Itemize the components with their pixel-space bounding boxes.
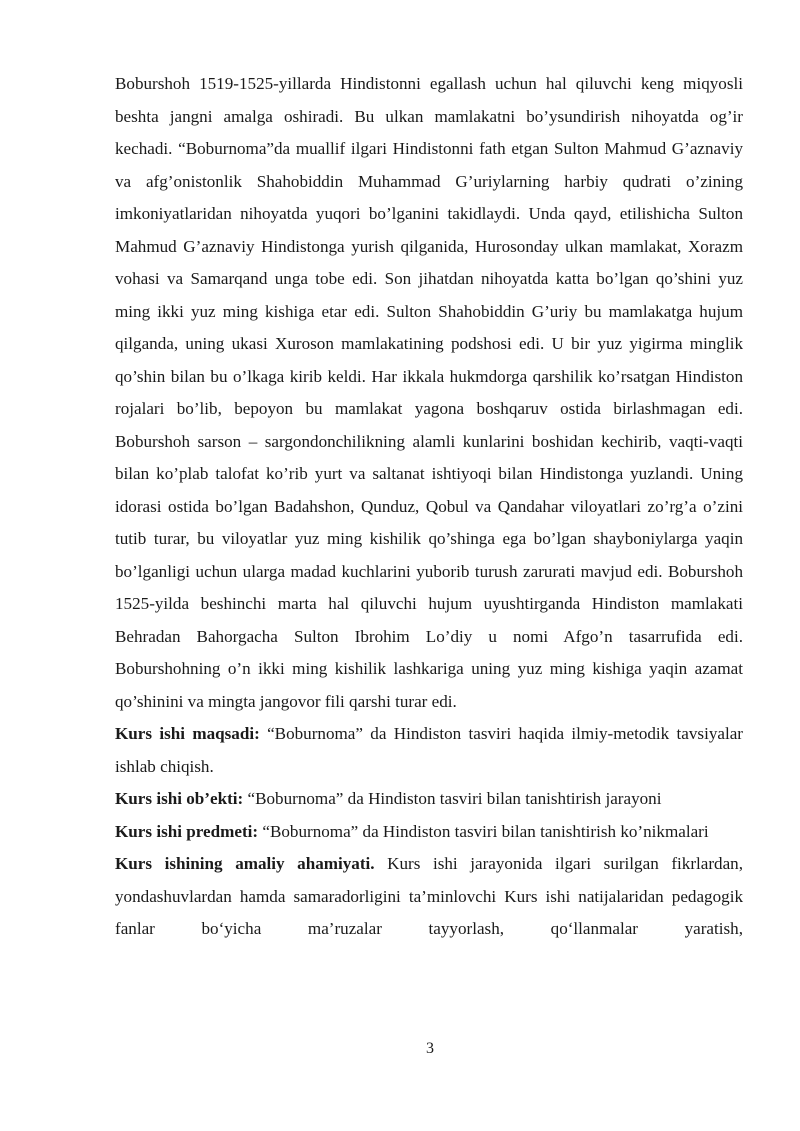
significance-label: Kurs ishining amaliy ahamiyati. (115, 854, 375, 873)
object-paragraph (115, 783, 743, 816)
object-text: “Boburnoma” da Hindiston tasviri bilan tanishtirish jarayoni (243, 789, 662, 808)
subject-label: Kurs ishi predmeti: (115, 821, 259, 841)
significance-paragraph (115, 848, 743, 946)
body-paragraph: Boburshoh 1519-1525-yillarda Hindistonni egallash uchun hal qiluvchi keng miqyosli beshta jangni amalga oshiradi. Bu ulkan mamlakatni bo’ysundirish nihoyatda og’ir kechadi. “Boburnoma”da muallif ilgari Hindistonni fath etgan Sulton Mahmud G’aznaviy va afg’onistonlik Shahobiddin Muhammad G’uriylarning harbiy qudrati o’zining imkoniyatlaridan nihoyatda yuqori bo’lganini takidlaydi. Unda qayd, etilishicha Sulton Mahmud G’aznaviy Hindistonga yurish qilganida, Hurosonday ulkan mamlakat, Xorazm vohasi va Samarqand unga tobe edi. Son jihatdan nihoyatda katta bo’lgan qo’shini yuz ming ikki yuz ming kishiga etar edi. Sulton Shahobiddin G’uriy bu mamlakatga hujum qilganda, uning ukasi Xuroson mamlakatining podshosi edi. U bir yuz yigirma minglik qo’shin bilan bu o’lkaga kirib keldi. Har ikkala hukmdorga qarshilik ko’rsatgan Hindiston rojalari bo’lib, bepoyon bu mamlakat yagona boshqaruv ostida birlashmagan edi. Boburshoh sarson – sargondonchilikning alamli kunlarini boshidan kechirib, vaqti-vaqti bilan ko’plab talofat ko’rib yurt va saltanat ishtiyoqi bilan Hindistonga yuzlandi. Uning idorasi ostida bo’lgan Badahshon, Qunduz, Qobul va Qandahar viloyatlari zo’rg’a o’zini tutib turar, bu viloyatlar yuz ming kishilik qo’shinga ega bo’lgan shayboniylarga yaqin bo’lganligi uchun ularga madad kuchlarini yuborib turush zarurati mavjud edi. Boburshoh 1525-yilda beshinchi marta hal qiluvchi hujum uyushtirganda Hindiston mamlakati Behradan Bahorgacha Sulton Ibrohim Lo’diy u nomi Afgo’n tasarrufida edi. Boburshohning o’n ikki ming kishilik lashkariga uning yuz ming kishiga yaqin azamat qo’shinini va mingta jangovor fili qarshi turar edi. (115, 74, 743, 711)
document-page (115, 68, 743, 946)
significance-text: Kurs ishi jarayonida ilgari surilgan fikrlardan, yondashuvlardan hamda samaradorligini ta’minlovchi Kurs ishi natijalaridan pedagogik fanlar bo‘yicha ma’ruzalar tayyorlash, qo‘llanmalar yaratish, (115, 854, 743, 938)
purpose-paragraph (115, 718, 743, 783)
purpose-label: Kurs ishi maqsadi: (115, 724, 260, 743)
purpose-text: “Boburnoma” da Hindiston tasviri haqida ilmiy-metodik tavsiyalar ishlab chiqish. (115, 724, 743, 776)
page-number: 3 (426, 1040, 434, 1057)
subject-text: “Boburnoma” da Hindiston tasviri bilan tanishtirish ko’nikmalari (258, 821, 709, 841)
object-label: Kurs ishi ob’ekti: (115, 789, 244, 808)
subject-paragraph (115, 816, 743, 849)
